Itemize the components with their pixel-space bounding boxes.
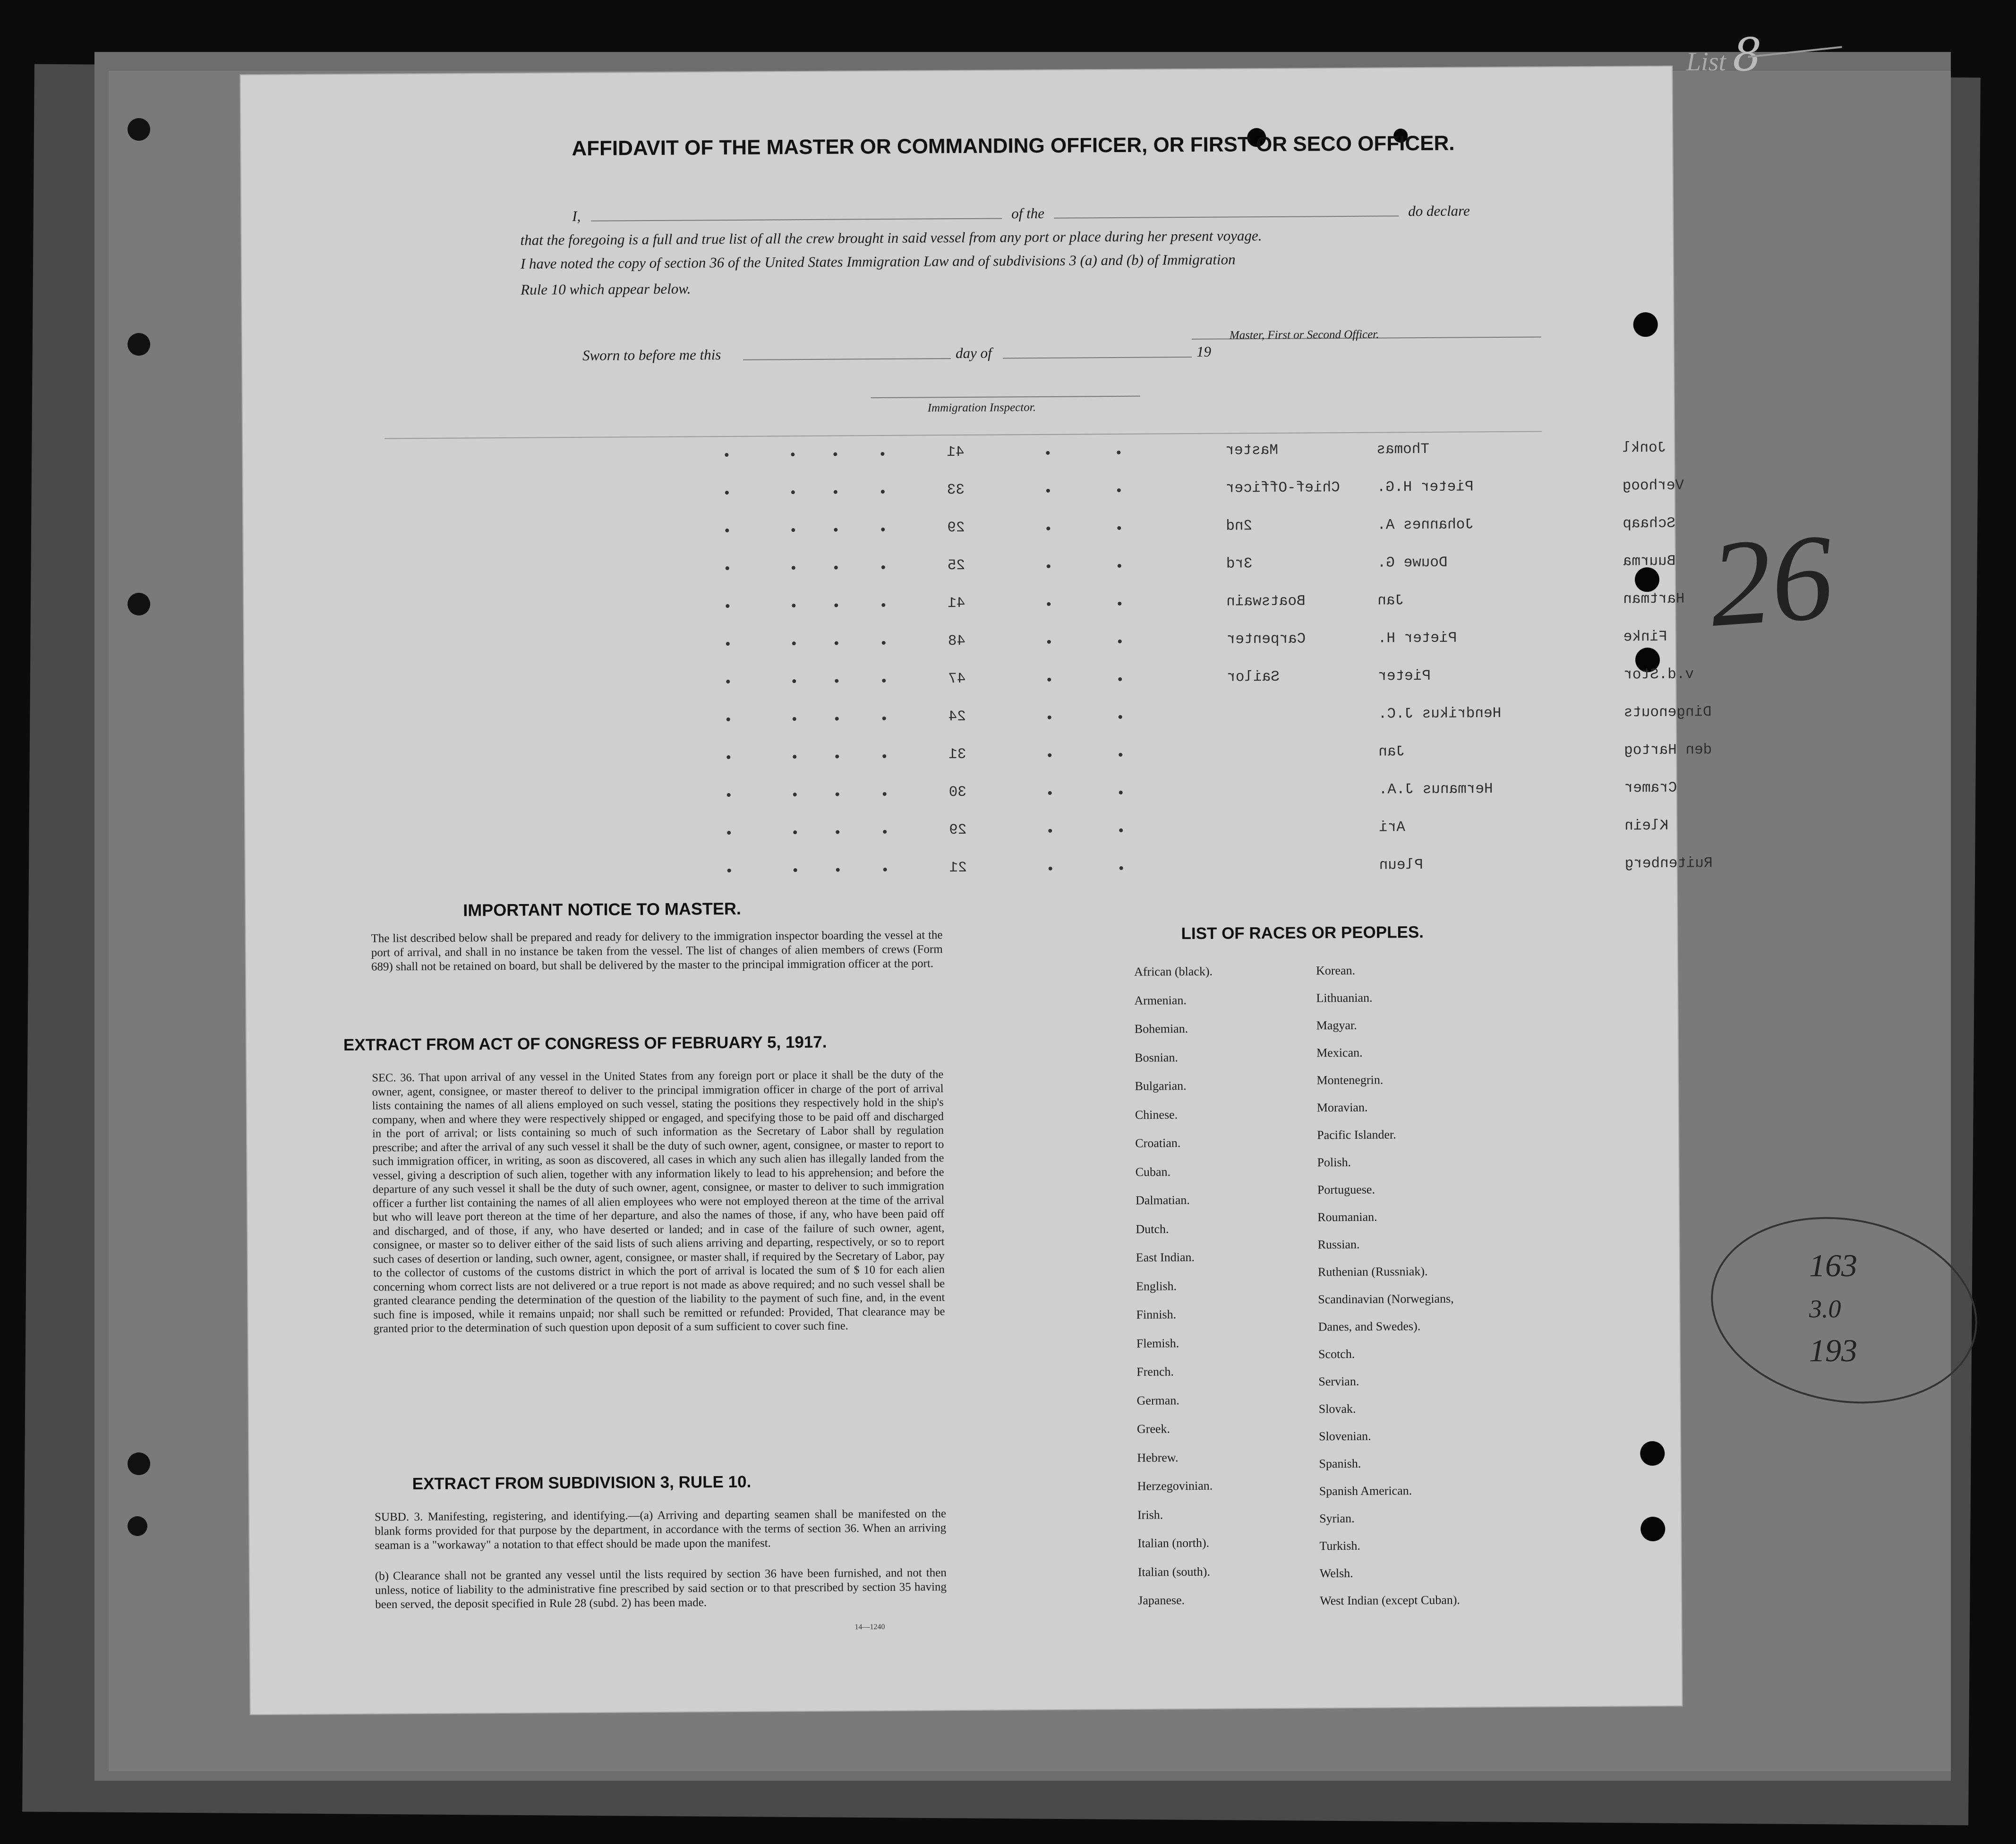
ghost-age: 30 — [948, 784, 967, 801]
ghost-age: 25 — [947, 557, 965, 574]
ghost-ditto-mark — [726, 717, 730, 721]
race-item: Irish. — [1137, 1507, 1163, 1522]
ghost-ditto-mark — [834, 528, 837, 532]
race-item: Mexican. — [1316, 1045, 1363, 1060]
ghost-ditto-mark — [882, 641, 886, 645]
affidavit-line2: that the foregoing is a full and true list of all the crew brought in said vessel from any port or place during her present voyage. — [520, 227, 1262, 248]
extract-rule-text-a: SUBD. 3. Manifesting, registering, and identifying.—(a) Arriving and departing seamen shall be manifested on the blank forms provided for that purpose by the department, in accordance with the terms of section 36. When an arriving seaman is a "workaway" a notation to that effect should be made upon the manifest. — [375, 1507, 947, 1552]
race-item: Armenian. — [1134, 993, 1187, 1007]
race-item: Syrian. — [1319, 1511, 1355, 1526]
list-number: 8 — [1733, 28, 1762, 81]
race-item: Dalmatian. — [1135, 1193, 1190, 1207]
ghost-ditto-mark — [726, 642, 730, 646]
ghost-ditto-mark — [792, 604, 795, 607]
race-item: Dutch. — [1136, 1221, 1169, 1236]
ghost-age: 33 — [947, 481, 965, 499]
race-item: French. — [1136, 1365, 1174, 1379]
ghost-ditto-mark — [727, 831, 731, 835]
race-item: German. — [1136, 1393, 1179, 1408]
ghost-surname: Schaap — [1623, 515, 1676, 532]
race-item: Ruthenian (Russniak). — [1317, 1264, 1428, 1279]
ghost-ditto-mark — [793, 755, 796, 759]
race-item: Portuguese. — [1317, 1182, 1375, 1197]
tally-1: 163 — [1809, 1247, 1857, 1283]
tally-3: 193 — [1809, 1332, 1857, 1368]
race-item: Slovak. — [1318, 1401, 1356, 1416]
ghost-given-name: Pieter H. — [1377, 630, 1457, 647]
extract-act-title: EXTRACT FROM ACT OF CONGRESS OF FEBRUARY 5, 1917. — [343, 1033, 827, 1054]
race-item: Slovenian. — [1318, 1429, 1371, 1443]
affidavit-declare: do declare — [1408, 202, 1470, 220]
affidavit-of-the: of the — [1011, 205, 1045, 222]
ghost-ditto-mark — [835, 641, 838, 645]
race-item: Korean. — [1316, 963, 1356, 978]
ghost-ditto-mark — [793, 793, 797, 796]
master-signature-label: Master, First or Second Officer. — [1229, 328, 1379, 342]
list-label-text: List — [1686, 47, 1726, 77]
ghost-given-name: Johannes A. — [1377, 516, 1474, 534]
race-item: Bosnian. — [1135, 1050, 1178, 1065]
ghost-ditto-mark — [881, 603, 885, 607]
back-punch-hole — [128, 593, 150, 615]
ghost-ditto-mark — [725, 453, 728, 457]
race-item: Welsh. — [1319, 1566, 1353, 1580]
ghost-given-name: Jan — [1377, 592, 1404, 609]
ghost-given-name: Hendrikus J.C. — [1378, 705, 1502, 723]
ghost-position: 3rd — [1226, 555, 1253, 572]
punch-hole — [1640, 1441, 1665, 1466]
race-item: Russian. — [1317, 1237, 1360, 1252]
race-item: Finnish. — [1136, 1307, 1177, 1322]
extract-rule-title: EXTRACT FROM SUBDIVISION 3, RULE 10. — [412, 1472, 752, 1494]
vessel-blank — [1054, 215, 1399, 218]
ghost-age: 41 — [948, 595, 965, 612]
ghost-ditto-mark — [880, 452, 884, 456]
ghost-position: Sailor — [1227, 668, 1280, 686]
ghost-given-name: Hermanus J.A. — [1378, 781, 1493, 798]
ghost-surname: Jonkl — [1622, 439, 1666, 457]
race-item: Bulgarian. — [1135, 1079, 1187, 1093]
ghost-ditto-mark — [792, 566, 795, 570]
ghost-ditto-mark — [1118, 640, 1122, 643]
race-item: Bohemian. — [1134, 1022, 1188, 1036]
ghost-ditto-mark — [883, 868, 887, 871]
ghost-ditto-mark — [836, 830, 839, 834]
ghost-ditto-mark — [1047, 678, 1051, 682]
ghost-given-name: Thomas — [1376, 441, 1430, 458]
race-item: Greek. — [1136, 1422, 1170, 1436]
ghost-age: 41 — [947, 444, 965, 461]
ghost-position: Boatswain — [1226, 593, 1306, 610]
ghost-ditto-mark — [792, 679, 796, 683]
notice-title: IMPORTANT NOTICE TO MASTER. — [463, 898, 742, 920]
punch-hole — [1635, 567, 1659, 592]
ghost-surname: Verhoog — [1622, 477, 1684, 495]
ghost-ditto-mark — [791, 452, 794, 456]
ghost-ditto-mark — [834, 566, 838, 570]
race-item: African (black). — [1134, 964, 1213, 979]
year-text: 19 — [1196, 343, 1212, 360]
ghost-ditto-mark — [1046, 451, 1050, 455]
ghost-ditto-mark — [835, 755, 839, 759]
ghost-given-name: Pieter H.G. — [1376, 478, 1474, 496]
ghost-ditto-mark — [1048, 791, 1052, 795]
ghost-ditto-mark — [882, 754, 886, 758]
ghost-ditto-mark — [881, 528, 885, 531]
ghost-position: Carpenter — [1226, 631, 1306, 648]
race-item: Flemish. — [1136, 1336, 1179, 1350]
ghost-ditto-mark — [1118, 677, 1122, 681]
ghost-ditto-mark — [1047, 640, 1051, 644]
ghost-ditto-mark — [1119, 791, 1123, 794]
ghost-surname: Cramer — [1624, 779, 1677, 797]
ghost-ditto-mark — [726, 755, 730, 759]
month-blank — [1003, 357, 1192, 359]
ghost-age: 47 — [948, 670, 966, 688]
ghost-ditto-mark — [1117, 526, 1121, 530]
inspector-label: Immigration Inspector. — [927, 401, 1036, 415]
ghost-ditto-mark — [725, 491, 729, 495]
ghost-ditto-mark — [1046, 527, 1050, 530]
ghost-ditto-mark — [834, 490, 837, 494]
extract-act-text: SEC. 36. That upon arrival of any vessel in the United States from any foreign port or place it shall be the duty of the owner, agent, consignee, or master thereof to deliver to the principal immigration officer in charge of the port of arrival lists containing the names of all aliens employed on such vessel, stating the positions they respectively hold in the ship's company, when and where they were respectively shipped or engaged, and specifying those to be paid off and discharged in the port of arrival; or lists containing so much of such information as the Secretary of Labor shall by regulation prescribe; and after the arrival of any such vessel it shall be the duty of such owner, agent, consignee, or master to report to such immigration officer, in writing, as soon as discovered, all cases in which any such alien has illegally landed from the vessel, giving a description of such alien, together with any information likely to lead to his apprehension; and before the departure of any such vessel it shall be the duty of such owner, agent, consignee, or master to deliver to such immigration officer a further list containing the names of all alien employees who were not employed thereon at the time of the arrival but who will leave port thereon at the time of her departure, and also the names of those, if any, who have been paid off and discharged, and of those, if any, who have deserted or landed; and in case of the failure of such owner, agent, consignee, or master so to deliver either of the said lists of such aliens arriving and departing, respectively, or so to report such cases of desertion or landing, such owner, agent, consignee, or master shall, if required by the Secretary of Labor, pay to the collector of customs of the customs district in which the port of arrival is located the sum of $ 10 for each alien concerning whom correct lists are not delivered or a true report is not made as above required; and no such vessel shall be granted clearance pending the determination of the question of the liability to the payment of such fine, and, in the event such fine is imposed, while it remains unpaid; nor shall such be remitted or refunded: Provided, That clearance may be granted prior to the determination of such question upon deposit of a sum sufficient to cover such fine. — [372, 1068, 945, 1335]
back-punch-hole — [128, 333, 150, 356]
ghost-age: 24 — [948, 708, 966, 726]
ghost-position: Master — [1225, 442, 1279, 459]
list-label — [1686, 28, 1761, 81]
race-item: Turkish. — [1319, 1538, 1361, 1553]
race-item: Roumanian. — [1317, 1210, 1377, 1224]
ghost-ditto-mark — [1118, 602, 1121, 606]
ghost-given-name: Douwe G. — [1377, 554, 1448, 572]
race-item: Montenegrin. — [1316, 1073, 1384, 1087]
race-item: Magyar. — [1316, 1018, 1357, 1033]
sworn-text: Sworn to before me this — [582, 346, 721, 364]
ghost-surname: den Hartog — [1624, 742, 1712, 759]
ghost-ditto-mark — [792, 641, 796, 645]
ghost-ditto-mark — [1119, 866, 1123, 870]
race-item: English. — [1136, 1279, 1177, 1293]
ghost-surname: Ruitenberg — [1624, 855, 1713, 872]
ghost-ditto-mark — [836, 793, 839, 796]
races-right-column — [1316, 962, 1562, 1608]
extract-rule-text-b: (b) Clearance shall not be granted any vessel until the lists required by section 36 have been furnished, and not then unless, notice of liability to the administrative fine prescribed by said section or to that prescribed by section 35 having been served, the deposit specified in Rule 28 (subd. 2) has been made. — [375, 1566, 947, 1611]
race-item: Moravian. — [1316, 1100, 1368, 1115]
ghost-ditto-mark — [726, 566, 729, 570]
ghost-ditto-mark — [1048, 716, 1051, 719]
race-item: Danes, and Swedes). — [1318, 1319, 1421, 1334]
ghost-surname: Buurma — [1623, 553, 1676, 570]
race-item: Polish. — [1317, 1155, 1351, 1170]
ghost-surname: Dingenouts — [1623, 704, 1712, 721]
ghost-surname: Finke — [1623, 628, 1667, 646]
race-item: East Indian. — [1136, 1250, 1195, 1264]
ghost-given-name: Pieter — [1378, 667, 1431, 685]
ghost-surname: v.d.Stor — [1623, 666, 1694, 683]
form-number: 14—1240 — [854, 1623, 885, 1631]
name-blank — [591, 218, 1002, 221]
ghost-ditto-mark — [793, 717, 796, 721]
ghost-surname: Hartman — [1623, 590, 1685, 608]
race-item: West Indian (except Cuban). — [1320, 1593, 1461, 1608]
ghost-position: 2nd — [1226, 518, 1253, 535]
race-item: Scandinavian (Norwegians, — [1318, 1291, 1454, 1306]
ghost-ditto-mark — [1049, 867, 1052, 871]
races-title: LIST OF RACES OR PEOPLES. — [1181, 923, 1424, 943]
ghost-ditto-mark — [881, 490, 885, 494]
ghost-ditto-mark — [1047, 564, 1051, 568]
race-item: Croatian. — [1135, 1136, 1181, 1150]
affidavit-title: AFFIDAVIT OF THE MASTER OR COMMANDING OFFICER, OR FIRST OR SECO OFFICER. — [572, 131, 1455, 161]
ghost-age: 29 — [949, 821, 967, 839]
back-punch-hole — [128, 1452, 150, 1475]
ghost-ditto-mark — [834, 604, 838, 607]
ghost-ditto-mark — [882, 717, 886, 720]
ghost-ditto-mark — [726, 680, 730, 683]
ghost-ditto-mark — [1046, 489, 1050, 493]
ghost-ditto-mark — [794, 868, 797, 872]
ghost-age: 29 — [947, 519, 965, 537]
race-item: Scotch. — [1318, 1347, 1355, 1361]
ghost-ditto-mark — [833, 452, 837, 456]
race-item: Spanish American. — [1319, 1484, 1412, 1498]
ghost-ditto-mark — [882, 679, 886, 683]
race-item: Italian (north). — [1137, 1536, 1210, 1550]
affidavit-i: I, — [572, 207, 581, 225]
inspector-line — [871, 396, 1140, 398]
ghost-age: 48 — [948, 632, 966, 650]
ghost-ditto-mark — [727, 793, 731, 797]
ghost-ditto-mark — [883, 830, 887, 834]
ghost-ditto-mark — [1117, 451, 1120, 454]
ghost-ditto-mark — [1119, 715, 1122, 719]
punch-hole — [1633, 312, 1658, 337]
ghost-ditto-mark — [1117, 488, 1121, 492]
back-punch-hole — [128, 118, 150, 141]
ghost-ditto-mark — [727, 869, 731, 872]
sworn-day-blank — [743, 358, 951, 360]
ghost-position: Chief-Officer — [1225, 479, 1340, 497]
race-item: Japanese. — [1138, 1593, 1185, 1607]
handwritten-big-number: 26 — [1705, 508, 1837, 653]
ghost-age: 31 — [948, 746, 966, 763]
ghost-ditto-mark — [1119, 753, 1122, 757]
affidavit-sheet — [240, 67, 1713, 1714]
ghost-ditto-mark — [836, 868, 840, 872]
ghost-ditto-mark — [835, 717, 839, 721]
ghost-ditto-mark — [791, 490, 795, 494]
race-item: Spanish. — [1319, 1456, 1361, 1471]
ghost-ditto-mark — [1047, 602, 1051, 606]
affidavit-line4: Rule 10 which appear below. — [521, 280, 691, 298]
ghost-ditto-mark — [1048, 829, 1052, 833]
ghost-ditto-mark — [725, 529, 729, 532]
race-item: Cuban. — [1135, 1164, 1171, 1179]
ghost-ditto-mark — [1048, 753, 1051, 757]
notice-text: The list described below shall be prepared and ready for delivery to the immigration inspector boarding the vessel at the port of arrival, and shall in no instance be taken from the vessel. The list of changes of alien members of crews (Form 689) shall not be retained on board, but shall be delivered by the master to the principal immigration officer at the port. — [371, 929, 943, 973]
ghost-given-name: Pleun — [1379, 857, 1423, 874]
ghost-ditto-mark — [1118, 564, 1121, 568]
ghost-given-name: Ari — [1379, 819, 1406, 836]
ghost-ditto-mark — [726, 604, 729, 608]
back-punch-hole — [128, 1516, 147, 1536]
ghost-ditto-mark — [881, 565, 885, 569]
ghost-ditto-mark — [1119, 828, 1123, 832]
ghost-ditto-mark — [883, 792, 887, 796]
race-item: Hebrew. — [1137, 1450, 1179, 1465]
tally-2: 3.0 — [1809, 1295, 1841, 1323]
race-item: Italian (south). — [1137, 1564, 1210, 1579]
ghost-surname: Klein — [1624, 817, 1669, 835]
race-item: Herzegovinian. — [1137, 1478, 1213, 1493]
race-item: Chinese. — [1135, 1107, 1178, 1122]
race-item: Servian. — [1318, 1374, 1359, 1389]
ghost-ditto-mark — [793, 830, 797, 834]
affidavit-line3: I have noted the copy of section 36 of the United States Immigration Law and of subdivisions 3 (a) and (b) of Immigration — [520, 251, 1236, 272]
ghost-given-name: Jan — [1378, 743, 1405, 760]
punch-hole — [1640, 1517, 1665, 1541]
ghost-ditto-mark — [835, 679, 838, 683]
ghost-ditto-mark — [791, 528, 795, 532]
race-item: Lithuanian. — [1316, 990, 1373, 1005]
ghost-crew-list — [384, 439, 1713, 967]
ghost-table-rule — [384, 431, 1542, 439]
race-item: Pacific Islander. — [1317, 1127, 1396, 1142]
ghost-age: 21 — [949, 859, 967, 877]
day-of-text: day of — [955, 344, 992, 362]
